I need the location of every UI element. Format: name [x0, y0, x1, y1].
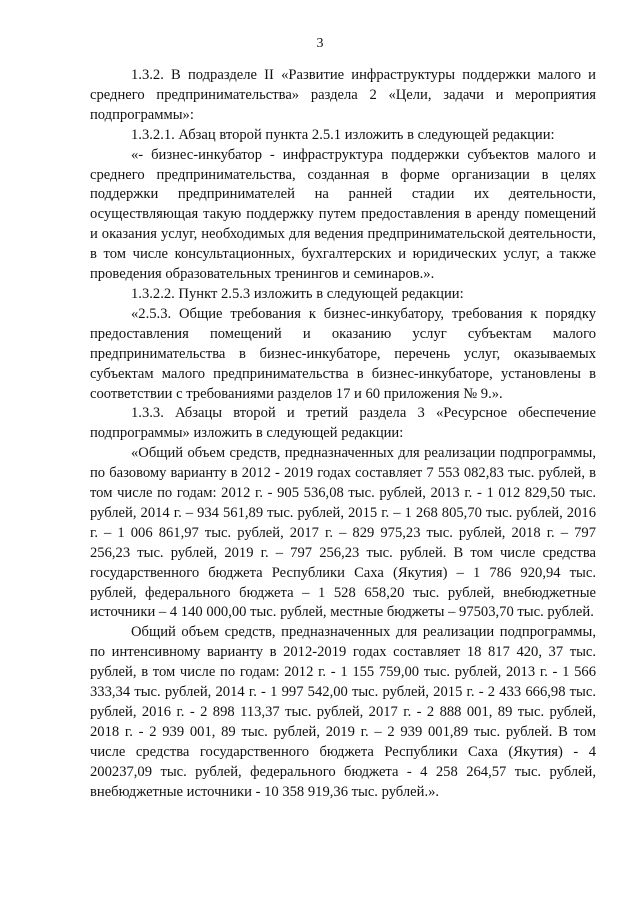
document-body	[90, 66, 596, 803]
paragraph-business-incubator-definition: «- бизнес-инкубатор - инфраструктура поддержки субъектов малого и среднего предпринимательства, созданная в форме организации в целях поддержки предпринимателей на ранней стадии их деятельности, осуществляющая такую поддержку путем предоставления в аренду помещений и оказания услуг, необходимых для ведения предпринимательской деятельности, в том числе консультационных, бухгалтерских и юридических услуг, а также проведения образовательных тренингов и семинаров.».	[90, 146, 596, 283]
paragraph-1-3-2: 1.3.2. В подразделе II «Развитие инфраструктуры поддержки малого и среднего предпринимательства» раздела 2 «Цели, задачи и мероприятия подпрограммы»:	[90, 67, 596, 123]
paragraph-intensive-variant-funding: Общий объем средств, предназначенных для реализации подпрограммы, по интенсивному варианту в 2012-2019 годах составляет 18 817 420, 37 тыс. рублей, в том числе по годам: 2012 г. - 1 155 759,00 тыс. рублей, 2013 г. - 1 566 333,34 тыс. рублей, 2014 г. - 1 997 542,00 тыс. рублей, 2015 г. - 2 433 666,98 тыс. рублей, 2016 г. - 2 898 113,37 тыс. рублей, 2017 г. - 2 888 001, 89 тыс. рублей, 2018 г. - 2 939 001, 89 тыс. рублей, 2019 г. – 2 939 001,89 тыс. рублей. В том числе средства государственного бюджета Республики Саха (Якутия) - 4 200237,09 тыс. рублей, федерального бюджета - 4 258 264,57 тыс. рублей, внебюджетные источники - 10 358 919,36 тыс. рублей.».	[90, 624, 596, 800]
paragraph-1-3-3: 1.3.3. Абзацы второй и третий раздела 3 «Ресурсное обеспечение подпрограммы» изложить в следующей редакции:	[90, 405, 596, 442]
paragraph-2-5-3-requirements: «2.5.3. Общие требования к бизнес-инкубатору, требования к порядку предоставления помещений и оказанию услуг субъектам малого предпринимательства в бизнес-инкубаторе, перечень услуг, оказываемых субъектам малого предпринимательства в бизнес-инкубаторе, установлены в соответствии с требованиями разделов 17 и 60 приложения № 9.».	[90, 305, 596, 402]
paragraph-base-variant-funding: «Общий объем средств, предназначенных для реализации подпрограммы, по базовому варианту в 2012 - 2019 годах составляет 7 553 082,83 тыс. рублей, в том числе по годам: 2012 г. - 905 536,08 тыс. рублей, 2013 г. - 1 012 829,50 тыс. рублей, 2014 г. – 934 561,89 тыс. рублей, 2015 г. – 1 268 805,70 тыс. рублей, 2016 г. – 1 006 861,97 тыс. рублей, 2017 г. – 829 975,23 тыс. рублей, 2018 г. – 797 256,23 тыс. рублей, 2019 г. – 797 256,23 тыс. рублей. В том числе средства государственного бюджета Республики Саха (Якутия) – 1 786 920,94 тыс. рублей, федерального бюджета – 1 528 658,20 тыс. рублей, внебюджетные источники – 4 140 000,00 тыс. рублей, местные бюджеты – 97503,70 тыс. рублей.	[90, 445, 596, 621]
page-number: 3	[316, 36, 324, 51]
paragraph-1-3-2-2: 1.3.2.2. Пункт 2.5.3 изложить в следующей редакции:	[131, 285, 464, 302]
paragraph-1-3-2-1: 1.3.2.1. Абзац второй пункта 2.5.1 изложить в следующей редакции:	[131, 126, 555, 143]
